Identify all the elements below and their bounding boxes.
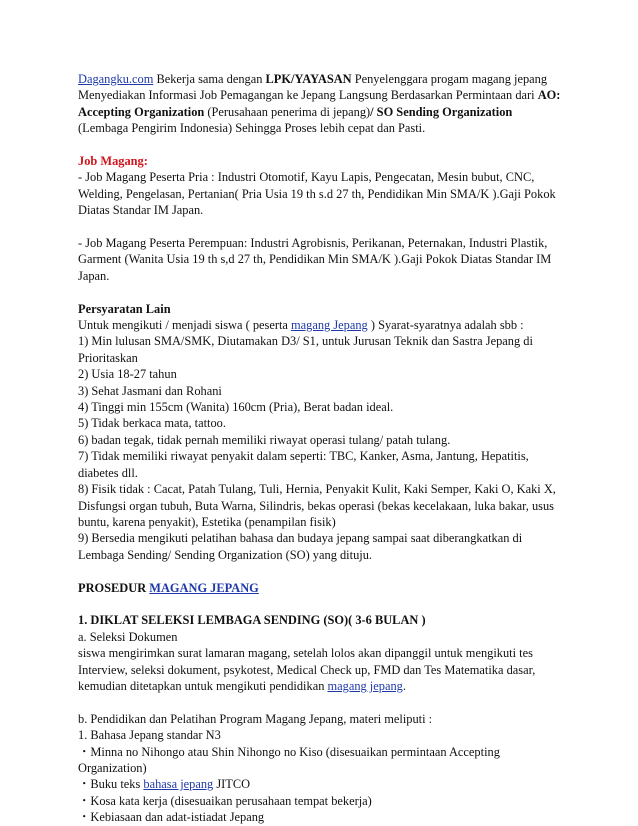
job-perempuan: - Job Magang Peserta Perempuan: Industri Agrobisnis, Perikanan, Peternakan, Industri Plastik, Garment (Wanita Usia 19 th s,d 27 th, Pendidikan Min SMA/K ).Gaji Pokok Diatas Standar IM Japan. <box>78 236 552 283</box>
syarat-item: 2) Usia 18-27 tahun <box>78 367 177 382</box>
step1-heading: 1. DIKLAT SELEKSI LEMBAGA SENDING (SO)( 3-6 BULAN ) <box>78 613 426 628</box>
job-heading: Job Magang: <box>78 154 148 169</box>
syarat-item: 3) Sehat Jasmani dan Rohani <box>78 383 222 398</box>
bullet-item: ・Kebiasaan dan adat-istiadat Jepang <box>78 810 265 825</box>
syarat-intro: Untuk mengikuti / menjadi siswa ( peserta magang Jepang ) Syarat-syaratnya adalah sbb : <box>78 318 524 333</box>
magang-jepang-link-2[interactable]: magang jepang <box>327 678 403 693</box>
document-page <box>78 71 564 826</box>
step-a-text: siswa mengirimkan surat lamaran magang, setelah lolos akan dipanggil untuk mengikuti tes Interview, seleksi dokument, psykotest, Medical Check up, FMD dan Tes Matematika dasar, kemudian ditetapkan untuk mengikuti pendidikan magang jepang. <box>78 646 536 693</box>
job-pria: - Job Magang Peserta Pria : Industri Otomotif, Kayu Lapis, Pengecatan, Mesin bubut, CNC, Welding, Pengelasan, Pertanian( Pria Usia 19 th s.d 27 th, Pendidikan Min SMA/K ).Gaji Pokok Diatas Standar IM Japan. <box>78 170 556 218</box>
syarat-item: 8) Fisik tidak : Cacat, Patah Tulang, Tuli, Hernia, Penyakit Kulit, Kaki Semper, Kaki O, Kaki X, Disfungsi organ tubuh, Buta Warna, Silindris, bekas operasi (bekas kecelakaan, luka bakar, usus buntu, karena penyakit), Estetika (penampilan fisik) <box>78 482 556 529</box>
bahasa-jepang-link[interactable]: bahasa jepang <box>143 777 214 792</box>
bullet-item: ・Buku teks bahasa jepang JITCO <box>78 777 251 792</box>
syarat-item: 5) Tidak berkaca mata, tattoo. <box>78 416 226 431</box>
syarat-item: 4) Tinggi min 155cm (Wanita) 160cm (Pria), Berat badan ideal. <box>78 400 394 415</box>
bullet-item: ・Kosa kata kerja (disesuaikan perusahaan tempat bekerja) <box>78 793 372 808</box>
step-b-title: b. Pendidikan dan Pelatihan Program Magang Jepang, materi meliputi : <box>78 711 433 726</box>
syarat-item: 7) Tidak memiliki riwayat penyakit dalam seperti: TBC, Kanker, Asma, Jantung, Hepatitis, diabetes dll. <box>78 449 529 480</box>
bullet-item: ・Minna no Nihongo atau Shin Nihongo no Kiso (disesuaikan permintaan Accepting Organization) <box>78 744 500 775</box>
syarat-item: 9) Bersedia mengikuti pelatihan bahasa dan budaya jepang sampai saat diberangkatkan di Lembaga Sending/ Sending Organization (SO) yang dituju. <box>78 531 523 562</box>
syarat-item: 1) Min lulusan SMA/SMK, Diutamakan D3/ S1, untuk Jurusan Teknik dan Sastra Jepang di Prioritaskan <box>78 334 533 365</box>
prosedur-magang-link[interactable]: MAGANG JEPANG <box>149 580 259 595</box>
syarat-heading: Persyaratan Lain <box>78 301 171 316</box>
magang-jepang-link[interactable]: magang Jepang <box>291 318 368 333</box>
step-b-1: 1. Bahasa Jepang standar N3 <box>78 728 221 743</box>
step-a-title: a. Seleksi Dokumen <box>78 629 178 644</box>
site-link[interactable]: Dagangku.com <box>78 72 154 86</box>
intro-paragraph: Dagangku.com Bekerja sama dengan LPK/YAYASAN Penyelenggara progam magang jepang Menyediakan Informasi Job Pemagangan ke Jepang Langsung Berdasarkan Permintaan dari AO: Accepting Organization (Perusahaan penerima di jepang)/ SO Sending Organization (Lembaga Pengirim Indonesia) Sehingga Proses lebih cepat dan Pasti. <box>78 72 561 136</box>
prosedur-heading: PROSEDUR MAGANG JEPANG <box>78 580 259 595</box>
syarat-item: 6) badan tegak, tidak pernah memiliki riwayat operasi tulang/ patah tulang. <box>78 432 451 447</box>
